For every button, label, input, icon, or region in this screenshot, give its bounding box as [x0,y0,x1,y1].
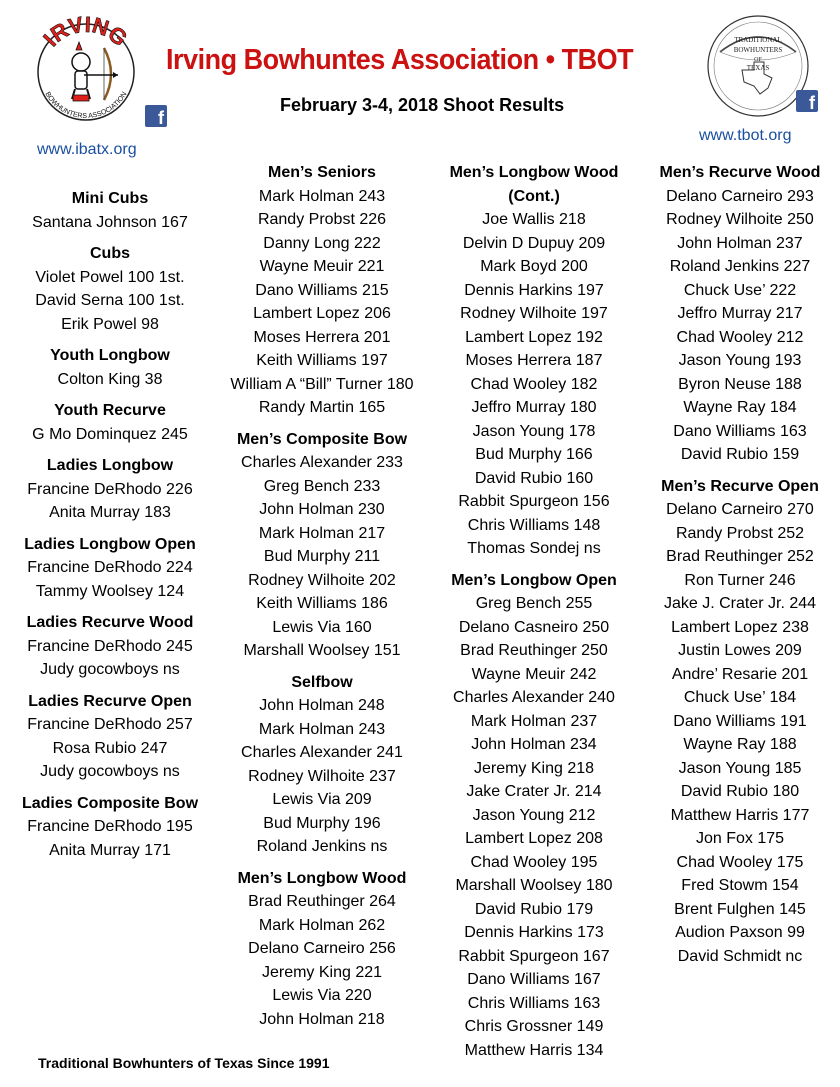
result-row: Colton King 38 [57,370,163,388]
result-row: John Holman 218 [259,1010,385,1028]
result-row: Jeremy King 221 [261,963,383,981]
result-row: Lewis Via 220 [272,987,372,1004]
results-column-1 [10,187,210,870]
result-row: Jason Young 193 [678,352,802,369]
tbot-link[interactable]: www.tbot.org [699,127,792,144]
result-row: Violet Powel 100 1st. [35,268,185,286]
division-section [10,399,210,446]
result-row: Anita Murray 171 [49,841,171,859]
result-row: Chad Wooley 195 [470,853,598,871]
page-title: Irving Bowhuntes Association • TBOT [166,44,634,76]
division-heading: Ladies Longbow [46,457,174,474]
division-section [434,569,634,1063]
division-section [10,187,210,234]
division-heading: Ladies Recurve Wood [26,614,194,631]
result-row: John Holman 234 [471,736,597,753]
result-row: Roland Jenkins 227 [669,258,811,275]
division-section [10,533,210,604]
result-row: Dano Williams 215 [255,281,389,299]
result-row: Anita Murray 183 [49,504,171,521]
result-row: Chad Wooley 182 [470,375,598,393]
division-heading: Men’s Longbow Wood (Cont.) [449,164,619,205]
division-heading: Ladies Composite Bow [21,794,199,812]
result-row: Keith Williams 186 [256,595,388,612]
result-row: Lambert Lopez 238 [671,618,809,636]
result-row: Charles Alexander 241 [241,744,403,761]
division-section [640,161,840,467]
result-row: John Holman 248 [259,697,385,714]
result-row: Brad Reuthinger 252 [666,548,814,565]
result-row: John Holman 237 [677,234,803,252]
result-row: Lewis Via 160 [272,618,372,636]
result-row: David Serna 100 1st. [35,292,185,309]
result-row: Charles Alexander 240 [453,689,615,706]
result-row: David Rubio 159 [680,446,800,463]
result-row: Brent Fulghen 145 [674,900,806,918]
result-row: Brad Reuthinger 264 [248,893,396,910]
result-row: Santana Johnson 167 [32,213,188,231]
result-row: Jason Young 185 [678,759,802,777]
result-row: Francine DeRhodo 257 [27,716,193,733]
facebook-icon[interactable]: f [145,105,167,127]
result-row: Dano Williams 191 [673,712,807,730]
result-row: Rosa Rubio 247 [52,739,168,757]
result-row: Charles Alexander 233 [241,454,403,471]
result-row: Byron Neuse 188 [678,375,802,393]
result-row: Randy Probst 252 [675,524,805,542]
result-row: Erik Powel 98 [61,315,159,333]
results-column-2 [222,161,422,1039]
result-row: Chad Wooley 212 [676,328,804,346]
logo-ring-text: BOWHUNTERS ASSOCIATION [43,90,129,121]
result-row: Randy Probst 226 [257,211,387,228]
result-row: Danny Long 222 [263,234,381,252]
result-row: Mark Holman 217 [258,524,386,542]
division-heading: Youth Longbow [50,347,170,364]
result-row: Wayne Meuir 221 [259,258,385,275]
division-heading: Men’s Recurve Wood [659,164,821,181]
division-heading: Youth Recurve [54,402,166,419]
division-section [222,428,422,663]
result-row: Wayne Meuir 242 [471,665,597,683]
division-section [10,454,210,525]
result-row: Greg Bench 233 [263,477,381,495]
result-row: Dano Williams 163 [673,422,807,440]
result-row: Lambert Lopez 208 [465,830,603,847]
result-row: Matthew Harris 177 [670,806,810,824]
result-row: Jake J. Crater Jr. 244 [663,595,817,612]
result-row: Brad Reuthinger 250 [460,642,608,659]
result-row: Moses Herrera 201 [253,328,391,346]
result-row: Justin Lowes 209 [678,642,802,659]
result-row: Chuck Use’ 222 [683,281,797,299]
result-row: David Rubio 160 [474,469,594,487]
result-row: Delano Carneiro 256 [248,940,396,957]
result-row: Roland Jenkins ns [256,838,388,855]
result-row: Lambert Lopez 206 [253,305,391,322]
division-section [10,611,210,682]
division-heading: Selfbow [291,673,353,691]
result-row: David Rubio 179 [474,900,594,918]
result-row: John Holman 230 [259,501,385,518]
result-row: Rodney Wilhoite 197 [460,305,608,322]
division-heading: Men’s Recurve Open [661,477,819,495]
result-row: Jason Young 212 [472,806,596,824]
result-row: Chris Grossner 149 [464,1018,604,1035]
result-row: Andre’ Resarie 201 [671,665,809,683]
result-row: Moses Herrera 187 [465,352,603,369]
result-row: Lewis Via 209 [272,791,372,808]
result-row: Delano Carneiro 293 [666,187,814,205]
tbot-logo-line-3: OF [754,57,762,63]
result-row: Lambert Lopez 192 [465,328,603,346]
division-section [222,161,422,420]
result-row: Greg Bench 255 [475,595,593,612]
result-row: Chris Williams 163 [467,994,601,1012]
division-section [10,690,210,784]
result-row: William A “Bill” Turner 180 [230,375,414,393]
result-row: Francine DeRhodo 224 [27,559,193,576]
division-section [10,344,210,391]
result-row: Delano Carneiro 270 [666,501,814,518]
division-section [640,475,840,969]
result-row: Delvin D Dupuy 209 [462,234,606,252]
result-row: G Mo Dominquez 245 [32,425,188,443]
result-row: Mark Holman 237 [470,712,598,730]
result-row: Francine DeRhodo 226 [27,480,193,498]
facebook-icon[interactable]: f [796,90,818,112]
result-row: Keith Williams 197 [256,352,388,369]
result-row: Dennis Harkins 173 [464,924,604,941]
result-row: Audion Paxson 99 [675,924,805,941]
result-row: Jon Fox 175 [695,830,785,847]
result-row: Mark Holman 243 [258,187,386,205]
page-subtitle: February 3-4, 2018 Shoot Results [280,95,565,115]
division-section [434,161,634,561]
result-row: Bud Murphy 196 [263,814,381,832]
division-heading: Ladies Recurve Open [28,692,192,710]
result-row: Jason Young 178 [472,422,596,440]
result-row: Rabbit Spurgeon 167 [458,947,610,965]
division-heading: Men’s Longbow Open [451,571,617,589]
result-row: Delano Casneiro 250 [458,618,610,636]
result-row: Jeffro Murray 217 [677,305,803,322]
result-row: Judy gocowboys ns [40,661,180,678]
result-row: Mark Holman 243 [258,720,386,738]
result-row: Jeffro Murray 180 [471,399,597,416]
result-row: Chris Williams 148 [467,516,601,534]
results-column-3 [434,161,634,1070]
result-row: Fred Stowm 154 [681,877,799,894]
result-row: Chad Wooley 175 [676,853,804,871]
result-row: David Rubio 180 [680,783,800,800]
tbot-logo-line-2: BOWHUNTERS [733,46,783,54]
result-row: Dennis Harkins 197 [464,281,604,299]
result-row: Ron Turner 246 [684,571,796,589]
result-row: Wayne Ray 184 [683,399,797,416]
division-heading: Men’s Seniors [268,164,376,181]
result-row: Francine DeRhodo 195 [27,818,193,835]
division-section [222,671,422,859]
result-row: Wayne Ray 188 [683,736,797,753]
result-row: Bud Murphy 166 [475,446,593,463]
result-row: Dano Williams 167 [467,971,601,988]
result-row: Rodney Wilhoite 202 [248,571,396,589]
result-row: Chuck Use’ 184 [683,689,797,706]
irving-bowhunters-logo [26,12,146,132]
result-row: Mark Holman 262 [258,916,386,934]
result-row: Thomas Sondej ns [467,540,601,557]
results-column-4 [640,161,840,976]
footer-text: Traditional Bowhunters of Texas Since 1991 [38,1055,330,1071]
result-row: Tammy Woolsey 124 [35,582,185,600]
result-row: Rabbit Spurgeon 156 [458,493,610,510]
division-heading: Ladies Longbow Open [24,535,196,553]
division-section [10,792,210,863]
result-row: Bud Murphy 211 [263,548,381,565]
result-row: Marshall Woolsey 180 [455,877,613,894]
tbot-logo-line-1: TRADITIONAL [734,36,782,44]
result-row: Mark Boyd 200 [480,258,588,275]
result-row: Jake Crater Jr. 214 [466,783,602,800]
result-row: Francine DeRhodo 245 [27,637,193,655]
division-heading: Men’s Composite Bow [236,430,408,448]
result-row: Rodney Wilhoite 250 [666,211,814,228]
division-heading: Cubs [90,245,130,262]
division-heading: Men’s Longbow Wood [237,869,407,887]
division-section [222,867,422,1032]
logo-arc-text: IRVING [38,12,133,52]
division-heading: Mini Cubs [71,190,149,207]
result-row: Randy Martin 165 [258,399,386,416]
result-row: Matthew Harris 134 [464,1041,604,1059]
result-row: David Schmidt nc [677,947,803,965]
result-row: Jeremy King 218 [473,759,595,777]
tbot-logo-line-4: TEXAS [746,64,770,72]
result-row: Rodney Wilhoite 237 [248,767,396,785]
result-row: Marshall Woolsey 151 [243,642,401,659]
result-row: Judy gocowboys ns [40,763,180,780]
ibatx-link[interactable]: www.ibatx.org [37,141,137,158]
result-row: Joe Wallis 218 [482,211,586,228]
division-section [10,242,210,336]
